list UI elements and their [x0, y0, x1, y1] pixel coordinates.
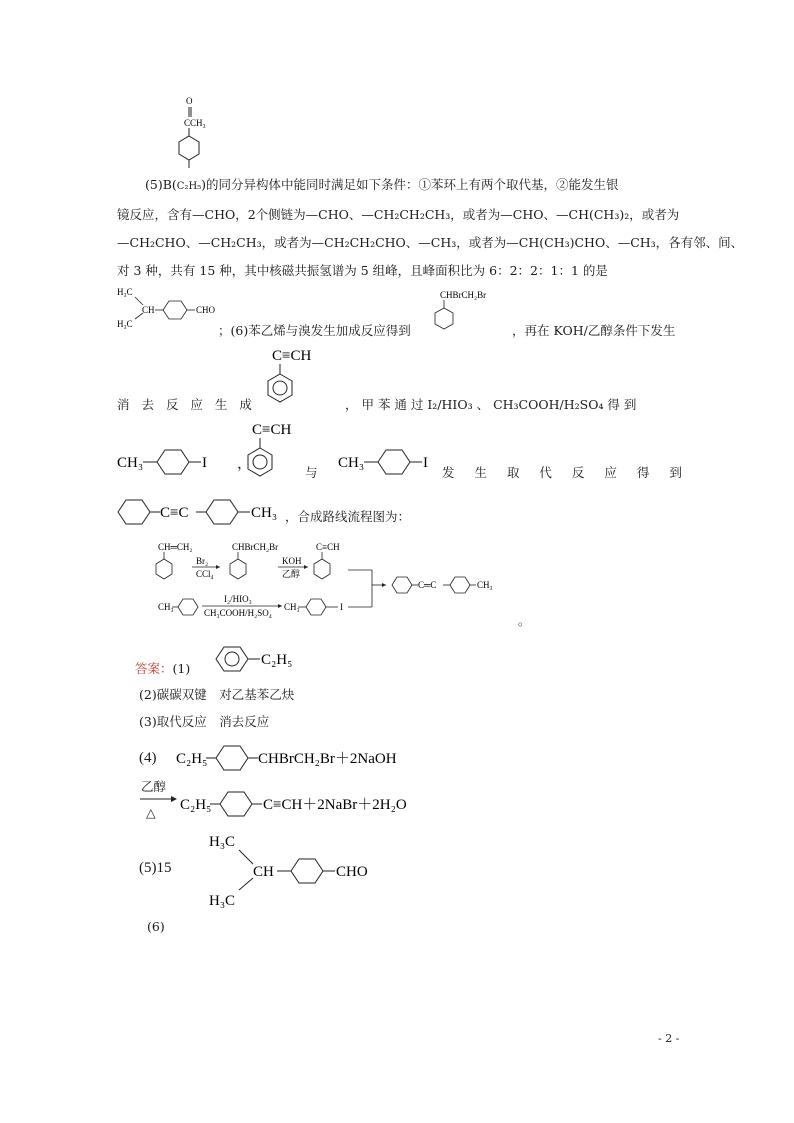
svg-text:CH═CH₂: CH═CH₂ [158, 542, 193, 552]
svg-text:乙醇: 乙醇 [282, 569, 301, 579]
ethylbenzene-structure [210, 642, 310, 676]
para6-line-b: 消 去 反 应 生 成 [117, 397, 256, 412]
svg-text:C≡CH: C≡CH [316, 542, 340, 552]
svg-text:H₃C: H₃C [209, 834, 236, 850]
para6-line-c-end: 发 生 取 代 反 应 得 到 [442, 465, 690, 480]
comma-1: ， [237, 456, 253, 472]
ketone-group: CCH₃ [184, 118, 206, 128]
svg-text:CHO: CHO [196, 305, 216, 315]
svg-text:CHBrCH₂Br＋2NaOH: CHBrCH₂Br＋2NaOH [258, 751, 397, 767]
answer-3: (3)取代反应 消去反应 [139, 714, 270, 729]
svg-text:CH₃: CH₃ [251, 505, 278, 521]
svg-text:H₃C: H₃C [209, 893, 236, 909]
svg-text:I: I [340, 602, 343, 612]
answer-4-reactant [172, 741, 462, 775]
para6-text-b: ，再在 KOH/乙醇条件下发生 [512, 323, 676, 338]
svg-text:CH₃: CH₃ [158, 602, 174, 612]
isopropyl-benzaldehyde-structure [115, 283, 230, 333]
answer-4-cond-bottom: △ [146, 805, 156, 820]
svg-text:H₃C: H₃C [117, 287, 133, 297]
svg-text:C≡CH: C≡CH [272, 348, 312, 364]
synthesis-scheme [150, 540, 530, 622]
svg-text:C≡CH: C≡CH [252, 422, 292, 438]
svg-text:I: I [423, 455, 428, 471]
svg-text:CHO: CHO [336, 864, 368, 880]
answer-4-product [178, 787, 498, 821]
para5-line2: 镜反应，含有—CHO，2个侧链为—CHO、—CH₂CH₂CH₃，或者为—CHO、—CH(CH₃)₂，或者为 [117, 207, 680, 222]
svg-text:H₃C: H₃C [117, 319, 133, 329]
svg-text:C₂H₅: C₂H₅ [176, 751, 208, 767]
answer-5-num: (5)15 [139, 860, 172, 876]
para6-line-c-mid: 与 [305, 465, 318, 480]
svg-text:I: I [202, 455, 207, 471]
svg-text:CCl₄: CCl₄ [196, 569, 214, 579]
svg-text:CH₃: CH₃ [117, 455, 144, 471]
svg-text:CHBrCH₂Br: CHBrCH₂Br [440, 290, 487, 300]
answer-6-num: (6) [147, 919, 165, 934]
svg-text:C≡C: C≡C [160, 505, 189, 521]
answer-4-cond-top: 乙醇 [141, 779, 167, 794]
dibromide-structure [432, 288, 512, 338]
para5-line3: —CH₂CHO、—CH₂CH₃，或者为—CH₂CH₂CHO、—CH₃，或者为—CH(CH₃)CHO、—CH₃，各有邻、间、 [117, 235, 744, 250]
iodotoluene-structure-1 [115, 445, 235, 479]
iodotoluene-structure-2 [336, 445, 446, 479]
para6-line-b2: ， 甲 苯 通 过 I₂/HIO₃ 、 CH₃COOH/H₂SO₄ 得 到 [345, 397, 637, 412]
answer-row-1: 答案：(1) [135, 661, 191, 676]
svg-text:CH₃COOH/H₂SO₄: CH₃COOH/H₂SO₄ [204, 608, 272, 618]
svg-text:CH₃: CH₃ [477, 580, 493, 590]
para5-line4: 对 3 种，共有 15 种，其中核磁共振氢谱为 5 组峰，且峰面积比为 6：2：2：1：1 的是 [117, 263, 608, 278]
svg-text:I₂/HIO₃: I₂/HIO₃ [224, 594, 252, 604]
scheme-period: 。 [518, 613, 531, 628]
svg-text:C₂H₅: C₂H₅ [180, 797, 212, 813]
svg-text:C═C: C═C [418, 580, 437, 590]
answer-4-arrow [139, 794, 179, 804]
answer-label: 答案： [135, 661, 173, 676]
answer-4-num: (4) [139, 750, 157, 766]
page-number: - 2 - [658, 1032, 680, 1045]
svg-text:CH: CH [253, 864, 274, 880]
para6-line-d-end: ，合成路线流程图为： [285, 509, 411, 524]
svg-text:CHBrCH₂Br: CHBrCH₂Br [232, 542, 279, 552]
svg-text:Br₂: Br₂ [196, 556, 209, 566]
svg-text:CH: CH [142, 305, 155, 315]
svg-text:CH₃: CH₃ [284, 602, 300, 612]
answer-2: (2)碳碳双键 对乙基苯乙炔 [139, 687, 295, 702]
svg-text:KOH: KOH [282, 556, 302, 566]
carbonyl-oxygen: O [186, 96, 193, 106]
ethyl-label: C₂H₅ [176, 181, 202, 192]
para6-text-a: ；(6)苯乙烯与溴发生加成反应得到 [218, 323, 411, 338]
svg-text:C₂H₅: C₂H₅ [261, 652, 293, 668]
para5-line1: (5)B(C₂H₅)的同分异构体中能同时满足如下条件：①苯环上有两个取代基，②能发生银 [145, 177, 619, 192]
svg-text:CH₃: CH₃ [338, 455, 365, 471]
phenylacetylene-structure-2 [242, 418, 332, 486]
diarylacetylene-structure [112, 495, 287, 529]
answer-5-structure [205, 826, 405, 912]
svg-text:C≡CH＋2NaBr＋2H₂O: C≡CH＋2NaBr＋2H₂O [263, 797, 407, 813]
